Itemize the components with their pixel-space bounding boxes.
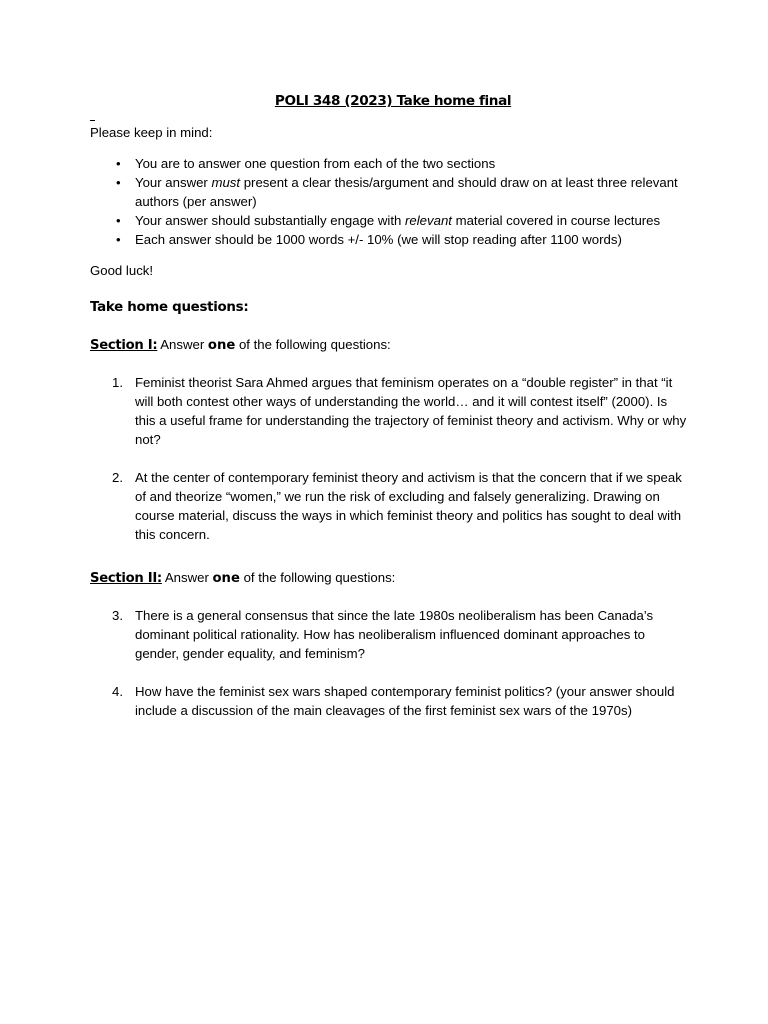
- question-number: 3.: [112, 608, 123, 623]
- question-item: [90, 373, 690, 449]
- question-number: 4.: [112, 684, 123, 699]
- instructions-list: [90, 154, 690, 249]
- bullet-icon: •: [116, 156, 121, 171]
- list-item: • Your answer should substantially engage with relevant material covered in course lectures: [116, 213, 661, 228]
- bullet-icon: •: [116, 175, 121, 190]
- question-text: There is a general consensus that since the late 1980s neoliberalism has been Canada’s dominant political rationality. How has neoliberalism influenced dominant approaches to gender, gender equality, and feminism?: [135, 608, 654, 661]
- question-item: [90, 682, 690, 720]
- question-number: 1.: [112, 375, 123, 390]
- section-2-questions: [90, 606, 690, 720]
- question-item: [90, 606, 690, 663]
- section-2-heading: Section II: Answer one of the following questions:: [90, 570, 396, 586]
- question-text: How have the feminist sex wars shaped contemporary feminist politics? (your answer should include a discussion of the main cleavages of the first feminist sex wars of the 1970s): [135, 684, 675, 718]
- list-item: • Each answer should be 1000 words +/- 10% (we will stop reading after 1100 words): [116, 232, 622, 247]
- bullet-icon: •: [116, 232, 121, 247]
- closing-text: Good luck!: [90, 263, 154, 278]
- section-1-questions: [90, 373, 690, 544]
- list-item: • You are to answer one question from each of the two sections: [116, 156, 496, 171]
- question-text: At the center of contemporary feminist theory and activism is that the concern that if we speak of and theorize “women,” we run the risk of excluding and falsely generalizing. Drawing on course material, discuss the ways in which feminist theory and politics has sought to deal with this concern.: [135, 470, 682, 542]
- bullet-icon: •: [116, 213, 121, 228]
- questions-heading: Take home questions:: [90, 300, 249, 315]
- section-1-heading: Section I: Answer one of the following questions:: [90, 337, 391, 353]
- section-1-label: Section I:: [90, 338, 158, 353]
- text-cursor-mark: [90, 111, 95, 121]
- intro-text: Please keep in mind:: [90, 125, 213, 140]
- document-page: [90, 92, 690, 739]
- question-number: 2.: [112, 470, 123, 485]
- document-title: POLI 348 (2023) Take home final: [274, 93, 512, 109]
- question-item: [90, 468, 690, 544]
- section-2-label: Section II:: [90, 571, 162, 586]
- question-text: Feminist theorist Sara Ahmed argues that feminism operates on a “double register” in that “it will both contest other ways of understanding the world… and it will contest itself” (2000). Is this a useful frame for understanding the trajectory of feminist theory and activism. Why or why not?: [135, 375, 687, 447]
- list-item: • Your answer must present a clear thesis/argument and should draw on at least three relevant authors (per answer): [116, 175, 678, 209]
